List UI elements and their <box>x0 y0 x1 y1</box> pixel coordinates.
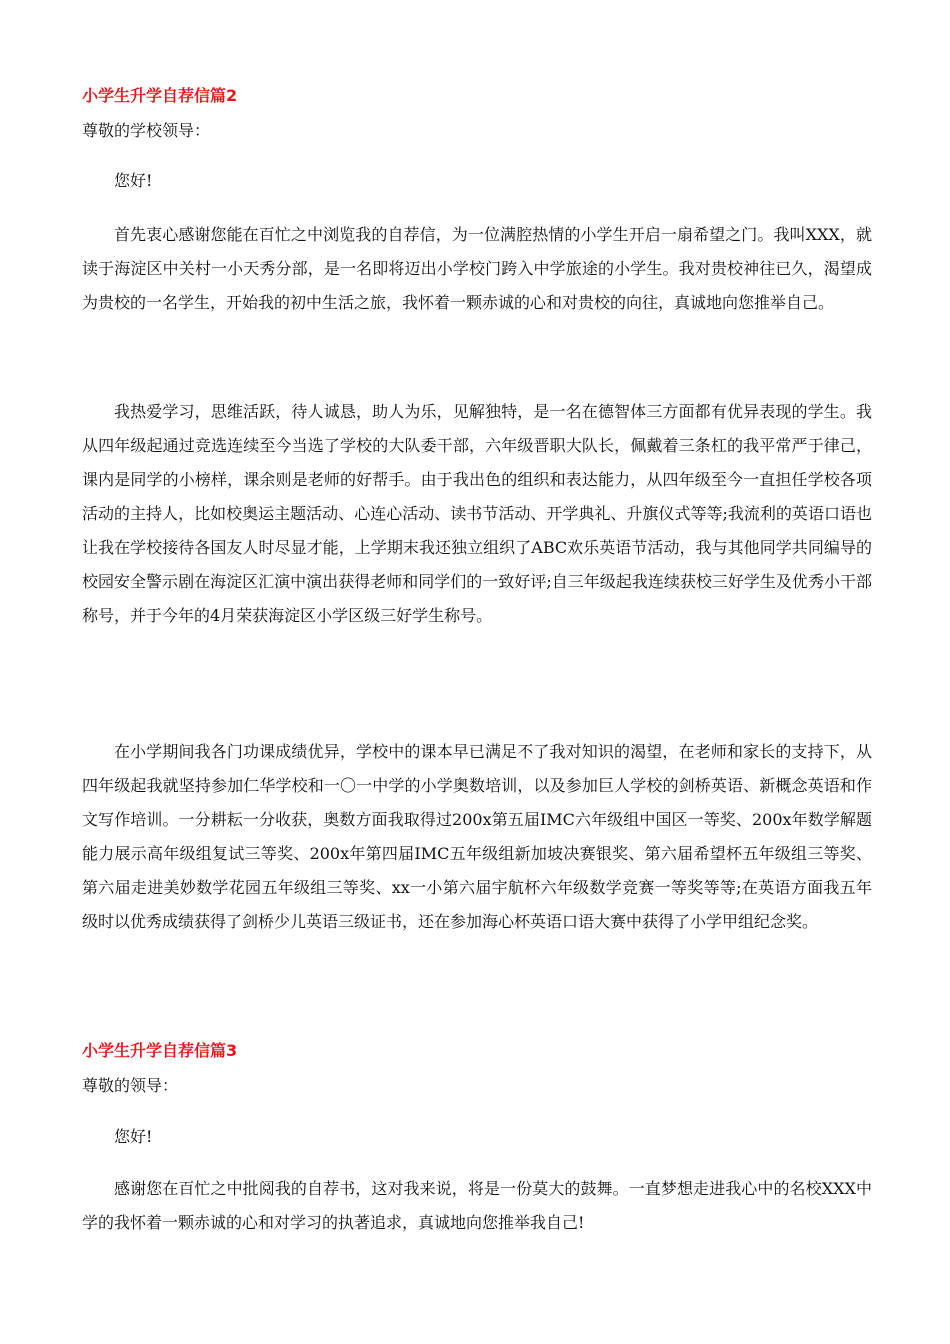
section-2-paragraph-1: 首先衷心感谢您能在百忙之中浏览我的自荐信，为一位满腔热情的小学生开启一扇希望之门。我叫XXX，就读于海淀区中关村一小天秀分部，是一名即将迈出小学校门跨入中学旅途的小学生。我对贵校神往已久，渴望成为贵校的一名学生，开始我的初中生活之旅，我怀着一颗赤诚的心和对贵校的向往，真诚地向您推举自己。 <box>82 225 872 312</box>
section-2-paragraph-2: 我热爱学习，思维活跃，待人诚恳，助人为乐，见解独特，是一名在德智体三方面都有优异表现的学生。我从四年级起通过竞选连续至今当选了学校的大队委干部，六年级晋职大队长，佩戴着三条杠的我平常严于律己，课内是同学的小榜样，课余则是老师的好帮手。由于我出色的组织和表达能力，从四年级至今一直担任学校各项活动的主持人，比如校奥运主题活动、心连心活动、读书节活动、开学典礼、升旗仪式等等;我流利的英语口语也让我在学校接待各国友人时尽显才能，上学期末我还独立组织了ABC欢乐英语节活动，我与其他同学共同编导的校园安全警示剧在海淀区汇演中演出获得老师和同学们的一致好评;自三年级起我连续获校三好学生及优秀小干部称号，并于今年的4月荣获海淀区小学区级三好学生称号。 <box>82 402 872 625</box>
section-2-paragraph-3: 在小学期间我各门功课成绩优异，学校中的课本早已满足不了我对知识的渴望，在老师和家长的支持下，从四年级起我就坚持参加仁华学校和一〇一中学的小学奥数培训，以及参加巨人学校的剑桥英语、新概念英语和作文写作培训。一分耕耘一分收获，奥数方面我取得过200x第五届IMC六年级组中国区一等奖、200x年数学解题能力展示高年级组复试三等奖、200x年第四届IMC五年级组新加坡决赛银奖、第六届希望杯五年级组三等奖、第六届走进美妙数学花园五年级组三等奖、xx一小第六届宇航杯六年级数学竞赛一等奖等等;在英语方面我五年级时以优秀成绩获得了剑桥少儿英语三级证书，还在参加海心杯英语口语大赛中获得了小学甲组纪念奖。 <box>82 742 872 931</box>
section-3-heading: 小学生升学自荐信篇3 <box>82 1041 238 1060</box>
section-3-paragraph-1: 感谢您在百忙之中批阅我的自荐书，这对我来说，将是一份莫大的鼓舞。一直梦想走进我心中的名校XXX中学的我怀着一颗赤诚的心和对学习的执著追求，真诚地向您推举我自己! <box>82 1179 872 1232</box>
section-3-salutation: 尊敬的领导： <box>82 1076 179 1095</box>
section-3-greeting: 您好! <box>114 1127 153 1146</box>
section-2-heading: 小学生升学自荐信篇2 <box>82 86 238 105</box>
section-2-greeting: 您好! <box>114 171 153 190</box>
section-2-salutation: 尊敬的学校领导： <box>82 121 211 140</box>
